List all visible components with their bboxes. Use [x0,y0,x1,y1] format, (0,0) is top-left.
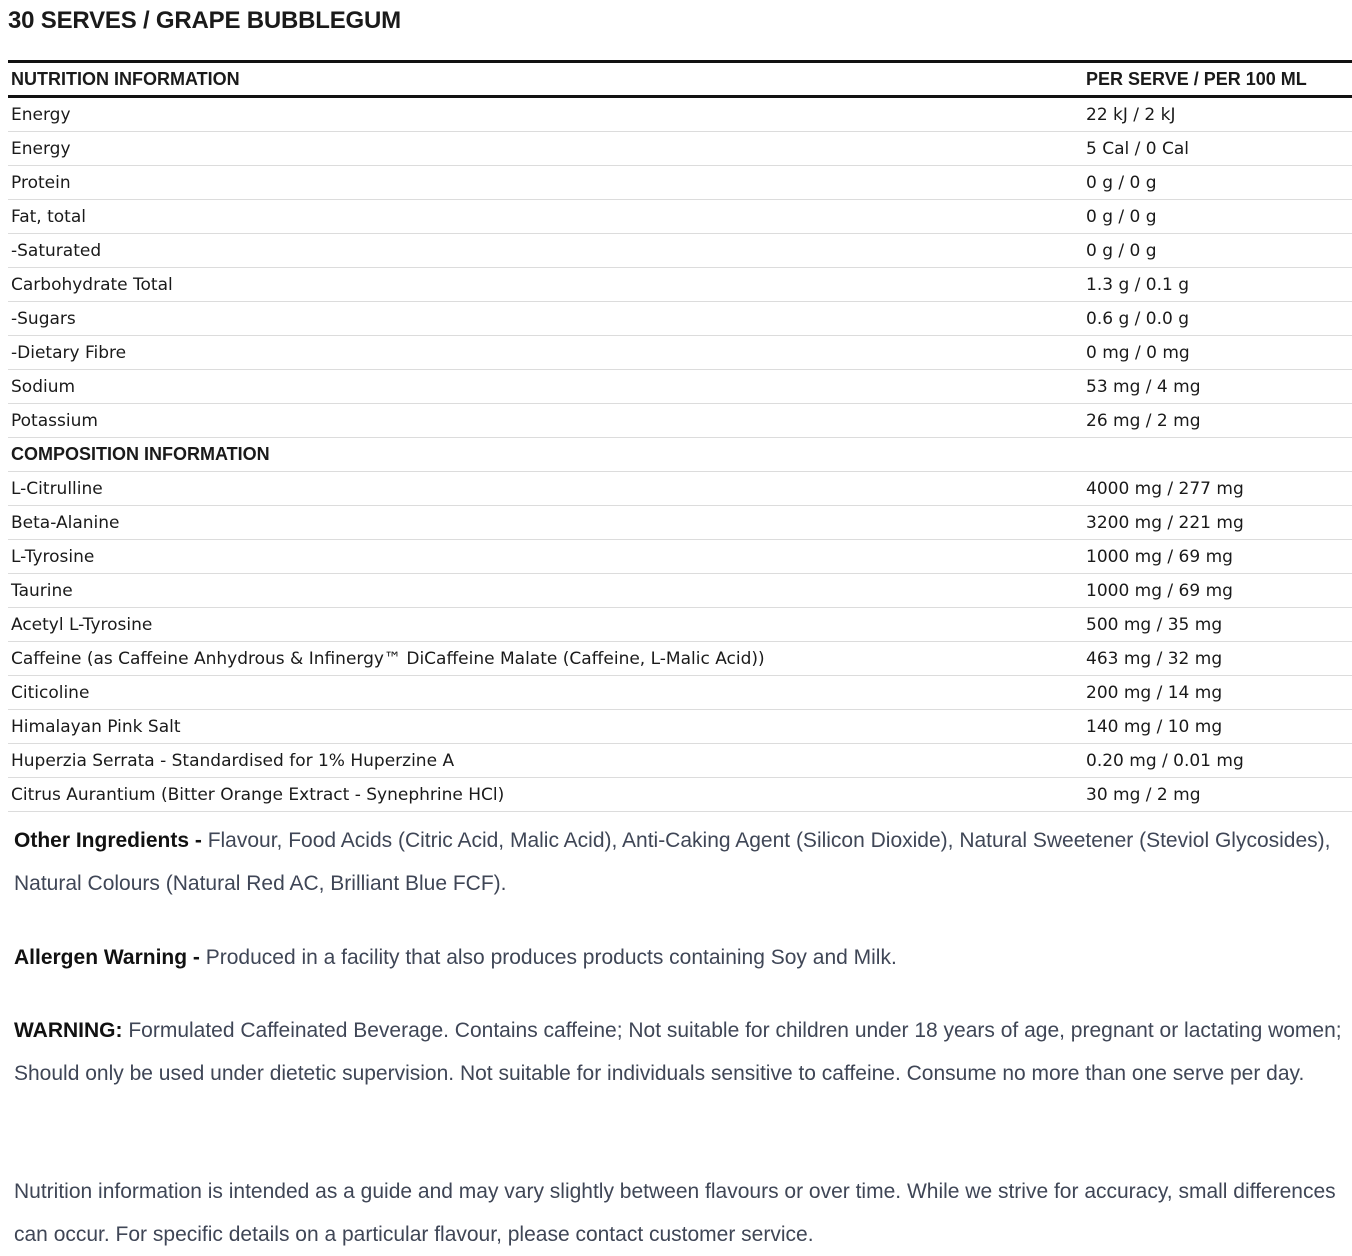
page-title: 30 SERVES / GRAPE BUBBLEGUM [8,7,401,34]
row-label: Citicoline [8,676,1083,710]
table-row [8,608,1352,642]
row-label: Taurine [8,574,1083,608]
allergen-warning-label: Allergen Warning - [14,946,200,969]
row-label: Citrus Aurantium (Bitter Orange Extract - Synephrine HCl) [8,778,1083,812]
row-value: 0 g / 0 g [1083,234,1352,268]
row-value: 26 mg / 2 mg [1083,404,1352,438]
nutrition-column-header: NUTRITION INFORMATION [11,68,240,89]
row-label: Huperzia Serrata - Standardised for 1% Huperzine A [8,744,1083,778]
table-row [8,540,1352,574]
row-value: 4000 mg / 277 mg [1083,472,1352,506]
row-label: Energy [8,97,1083,132]
row-value: 1000 mg / 69 mg [1083,574,1352,608]
row-label: -Sugars [8,302,1083,336]
caffeine-warning-paragraph [14,1009,1350,1095]
row-value: 0 g / 0 g [1083,166,1352,200]
row-label: Energy [8,132,1083,166]
row-value: 53 mg / 4 mg [1083,370,1352,404]
row-value: 0 mg / 0 mg [1083,336,1352,370]
table-row [8,676,1352,710]
row-label: Fat, total [8,200,1083,234]
table-row [8,744,1352,778]
row-label: Potassium [8,404,1083,438]
caffeine-warning-label: WARNING: [14,1019,123,1042]
row-value: 1.3 g / 0.1 g [1083,268,1352,302]
row-value: 0.20 mg / 0.01 mg [1083,744,1352,778]
table-row [8,166,1352,200]
table-row [8,574,1352,608]
row-value: 3200 mg / 221 mg [1083,506,1352,540]
row-label: Sodium [8,370,1083,404]
table-row [8,506,1352,540]
composition-heading: COMPOSITION INFORMATION [8,438,1083,472]
row-label: L-Citrulline [8,472,1083,506]
table-row [8,778,1352,812]
table-row [8,97,1352,132]
allergen-warning-paragraph [14,936,1350,979]
row-value: 22 kJ / 2 kJ [1083,97,1352,132]
row-value: 200 mg / 14 mg [1083,676,1352,710]
table-row [8,472,1352,506]
table-row [8,336,1352,370]
row-label: L-Tyrosine [8,540,1083,574]
row-label: Acetyl L-Tyrosine [8,608,1083,642]
table-row [8,200,1352,234]
row-label: Himalayan Pink Salt [8,710,1083,744]
row-label: Carbohydrate Total [8,268,1083,302]
table-row [8,302,1352,336]
row-label: -Saturated [8,234,1083,268]
row-label: Beta-Alanine [8,506,1083,540]
row-value: 0 g / 0 g [1083,200,1352,234]
table-row [8,404,1352,438]
allergen-warning-text: Produced in a facility that also produces products containing Soy and Milk. [199,946,897,969]
row-value: 0.6 g / 0.0 g [1083,302,1352,336]
row-value: 500 mg / 35 mg [1083,608,1352,642]
row-value: 1000 mg / 69 mg [1083,540,1352,574]
row-label: Protein [8,166,1083,200]
row-value: 140 mg / 10 mg [1083,710,1352,744]
caffeine-warning-text: Formulated Caffeinated Beverage. Contains caffeine; Not suitable for children under 18 years of age, pregnant or lactating women; Should only be used under dietetic supervision. Not suitable for individuals sensitive to caffeine. Consume no more than one serve per day. [14,1019,1342,1085]
row-value: 30 mg / 2 mg [1083,778,1352,812]
per-serve-column-header: PER SERVE / PER 100 ML [1086,68,1307,89]
table-header-row [8,62,1352,97]
table-row [8,370,1352,404]
other-ingredients-label: Other Ingredients - [14,829,202,852]
table-row [8,710,1352,744]
row-value: 5 Cal / 0 Cal [1083,132,1352,166]
nutrition-table [8,60,1352,812]
row-label: -Dietary Fibre [8,336,1083,370]
row-label: Caffeine (as Caffeine Anhydrous & Infinergy™ DiCaffeine Malate (Caffeine, L-Malic Acid)) [8,642,1083,676]
table-row [8,132,1352,166]
other-ingredients-text: Flavour, Food Acids (Citric Acid, Malic Acid), Anti-Caking Agent (Silicon Dioxide), Natural Sweetener (Steviol Glycosides), Natural Colours (Natural Red AC, Brilliant Blue FCF). [14,829,1331,895]
row-value: 463 mg / 32 mg [1083,642,1352,676]
composition-section-row [8,438,1352,472]
table-row [8,642,1352,676]
other-ingredients-paragraph [14,819,1350,905]
table-row [8,268,1352,302]
nutrition-disclaimer-paragraph: Nutrition information is intended as a guide and may vary slightly between flavours or over time. While we strive for accuracy, small differences can occur. For specific details on a particular flavour, please contact customer service. [14,1180,1336,1246]
table-row [8,234,1352,268]
